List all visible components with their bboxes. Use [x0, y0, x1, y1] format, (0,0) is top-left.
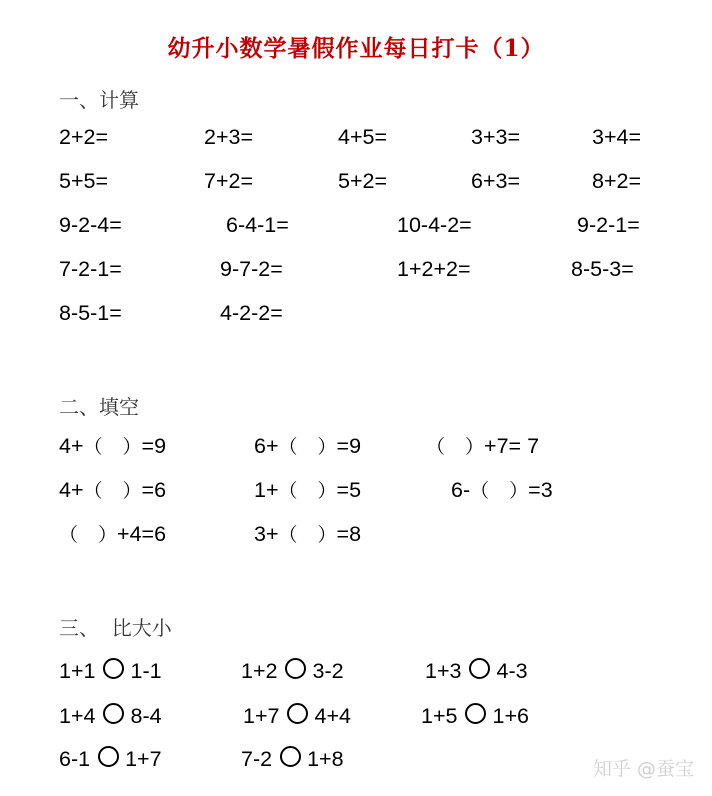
compare-left: 6-1 [59, 747, 91, 771]
compare-right: 1+6 [492, 704, 529, 728]
calc-expression: 6-4-1= [226, 213, 289, 237]
blank-open-paren: （ [83, 436, 103, 458]
calc-expression: 6+3= [471, 169, 521, 193]
circle-blank-icon [103, 703, 124, 724]
compare-left: 1+1 [59, 659, 96, 683]
compare-left: 1+3 [425, 659, 462, 683]
fill-blank-item [59, 480, 166, 502]
blank-close-paren: ） [317, 524, 337, 546]
compare-left: 1+4 [59, 704, 96, 728]
fill-blank-item [426, 436, 539, 458]
compare-left: 1+5 [421, 704, 458, 728]
section-heading-compare: 三、 比大小 [59, 616, 172, 640]
compare-right: 3-2 [312, 659, 344, 683]
fill-blank-item [254, 436, 361, 458]
compare-right: 1+7 [125, 747, 162, 771]
fill-blank-prefix: 4+ [59, 434, 84, 458]
calc-expression: 1+2+2= [397, 257, 471, 281]
fill-blank-item [254, 524, 361, 546]
blank-open-paren: （ [278, 480, 298, 502]
blank-close-paren: ） [317, 436, 337, 458]
calc-expression: 9-2-4= [59, 213, 122, 237]
fill-blank-suffix: =9 [141, 434, 167, 458]
fill-blank-item [59, 436, 166, 458]
calc-expression: 8-5-1= [59, 301, 122, 325]
compare-item [59, 746, 162, 771]
circle-blank-icon [280, 746, 301, 767]
compare-item [243, 703, 351, 728]
blank-open-paren: （ [59, 524, 79, 546]
circle-blank-icon [465, 703, 486, 724]
compare-item [241, 658, 344, 683]
compare-right: 1+8 [307, 747, 344, 771]
blank-open-paren: （ [426, 436, 446, 458]
compare-left: 7-2 [241, 747, 273, 771]
circle-blank-icon [285, 658, 306, 679]
calc-expression: 2+3= [204, 125, 254, 149]
calc-expression: 9-2-1= [577, 213, 640, 237]
circle-blank-icon [98, 746, 119, 767]
compare-item [241, 746, 344, 771]
blank-close-paren: ） [122, 436, 142, 458]
circle-blank-icon [287, 703, 308, 724]
fill-blank-suffix: +4=6 [117, 522, 167, 546]
compare-item [59, 703, 162, 728]
fill-blank-suffix: =6 [141, 478, 167, 502]
calc-expression: 3+4= [592, 125, 642, 149]
calc-expression: 10-4-2= [397, 213, 472, 237]
compare-left: 1+2 [241, 659, 278, 683]
fill-blank-prefix: 1+ [254, 478, 279, 502]
calc-expression: 8-5-3= [571, 257, 634, 281]
blank-open-paren: （ [83, 480, 103, 502]
compare-item [59, 658, 162, 683]
calc-expression: 4+5= [338, 125, 388, 149]
calc-expression: 8+2= [592, 169, 642, 193]
fill-blank-prefix: 6+ [254, 434, 279, 458]
compare-right: 4-3 [496, 659, 528, 683]
calc-expression: 3+3= [471, 125, 521, 149]
blank-close-paren: ） [465, 436, 485, 458]
fill-blank-suffix: =3 [528, 478, 553, 502]
blank-close-paren: ） [98, 524, 118, 546]
fill-blank-item [451, 480, 553, 502]
fill-blank-suffix: +7= 7 [484, 434, 540, 458]
circle-blank-icon [103, 658, 124, 679]
calc-expression: 4-2-2= [220, 301, 283, 325]
fill-blank-prefix: 4+ [59, 478, 84, 502]
calc-expression: 5+5= [59, 169, 109, 193]
blank-open-paren: （ [278, 436, 298, 458]
fill-blank-prefix: 3+ [254, 522, 279, 546]
calc-expression: 5+2= [338, 169, 388, 193]
fill-blank-item [59, 524, 166, 546]
blank-close-paren: ） [317, 480, 337, 502]
calc-expression: 7+2= [204, 169, 254, 193]
circle-blank-icon [469, 658, 490, 679]
compare-right: 1-1 [130, 659, 162, 683]
blank-close-paren: ） [509, 480, 529, 502]
fill-blank-prefix: 6- [451, 478, 471, 502]
fill-blank-item [254, 480, 361, 502]
blank-open-paren: （ [470, 480, 490, 502]
page-title: 幼升小数学暑假作业每日打卡（1） [167, 35, 545, 62]
fill-blank-suffix: =9 [336, 434, 362, 458]
calc-expression: 2+2= [59, 125, 109, 149]
fill-blank-suffix: =8 [336, 522, 362, 546]
section-heading-fill: 二、填空 [59, 395, 139, 419]
section-heading-calc: 一、计算 [59, 88, 139, 112]
compare-item [425, 658, 528, 683]
compare-left: 1+7 [243, 704, 280, 728]
compare-right: 8-4 [130, 704, 162, 728]
fill-blank-suffix: =5 [336, 478, 362, 502]
blank-close-paren: ） [122, 480, 142, 502]
compare-item [421, 703, 529, 728]
compare-right: 4+4 [314, 704, 351, 728]
watermark: 知乎 @蚕宝 [592, 758, 694, 780]
blank-open-paren: （ [278, 524, 298, 546]
calc-expression: 9-7-2= [220, 257, 283, 281]
calc-expression: 7-2-1= [59, 257, 122, 281]
